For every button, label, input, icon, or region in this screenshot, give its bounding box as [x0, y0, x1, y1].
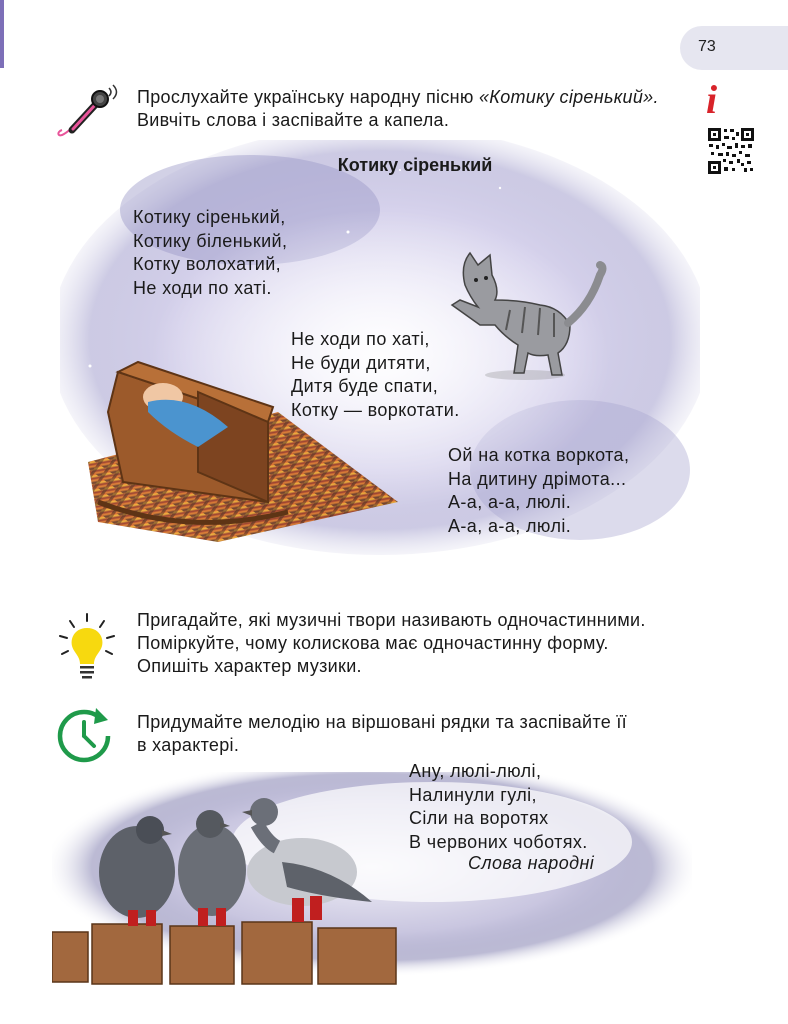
microphone-icon: [52, 82, 124, 144]
page-number: 73: [698, 38, 716, 55]
lyric-line: Не ходи по хаті.: [133, 277, 272, 298]
lyric-line: Котку — воркотати.: [291, 399, 460, 420]
page-edge-strip: [0, 0, 4, 68]
lightbulb-icon: [58, 612, 116, 682]
intro-text-line2: Вивчіть слова і заспівайте а капела.: [137, 110, 450, 130]
stanza-3: [448, 444, 629, 538]
lyric-line: На дитину дрімота...: [448, 468, 627, 489]
lyric-line: Дитя буде спати,: [291, 376, 439, 396]
stanza-1: [133, 206, 287, 300]
lyric-line: Котику біленький,: [133, 230, 288, 251]
intro-paragraph: [137, 86, 697, 132]
task-think-paragraph: [137, 609, 693, 678]
stanza-2: [291, 328, 460, 422]
task-create-paragraph: [137, 711, 693, 757]
task-line: Придумайте мелодію на віршовані рядки та заспівайте її: [137, 712, 627, 732]
lyric-line: Ой на котка воркота,: [448, 445, 630, 465]
verse: [409, 760, 588, 854]
cat-illustration: [440, 245, 610, 380]
lyric-line: Котику сіренький,: [133, 207, 286, 227]
verse-line: Налинули гулі,: [409, 784, 537, 805]
lyric-line: Котку волохатий,: [133, 254, 282, 274]
song-title: Котику сіренький: [337, 155, 493, 175]
task-line: Пригадайте, які музичні твори називають одночастинними.: [137, 610, 646, 630]
task-line: Опишіть характер музики.: [137, 656, 362, 676]
verse-line: В червоних чоботях.: [409, 831, 588, 852]
lyric-line: Не ходи по хаті,: [291, 329, 430, 349]
verse-line: Сіли на воротях: [409, 808, 549, 828]
page-number-tab: [680, 26, 788, 70]
intro-text: Прослухайте українську народну пісню: [137, 87, 479, 107]
lyric-line: Не буди дитяти,: [291, 352, 431, 373]
lyric-line: А-а, а-а, люлі.: [448, 515, 572, 536]
task-line: Поміркуйте, чому колискова має одночастинну форму.: [137, 633, 609, 653]
pigeons-illustration: [52, 772, 692, 992]
lyric-line: А-а, а-а, люлі.: [448, 492, 572, 512]
verse-line: Ану, люлі-люлі,: [409, 761, 542, 781]
info-icon[interactable]: i: [706, 77, 718, 122]
clock-icon: [56, 706, 112, 764]
song-title-quote: «Котику сіренький».: [478, 87, 659, 107]
verse-author: Слова народні: [468, 853, 595, 873]
task-line: в характері.: [137, 735, 240, 755]
